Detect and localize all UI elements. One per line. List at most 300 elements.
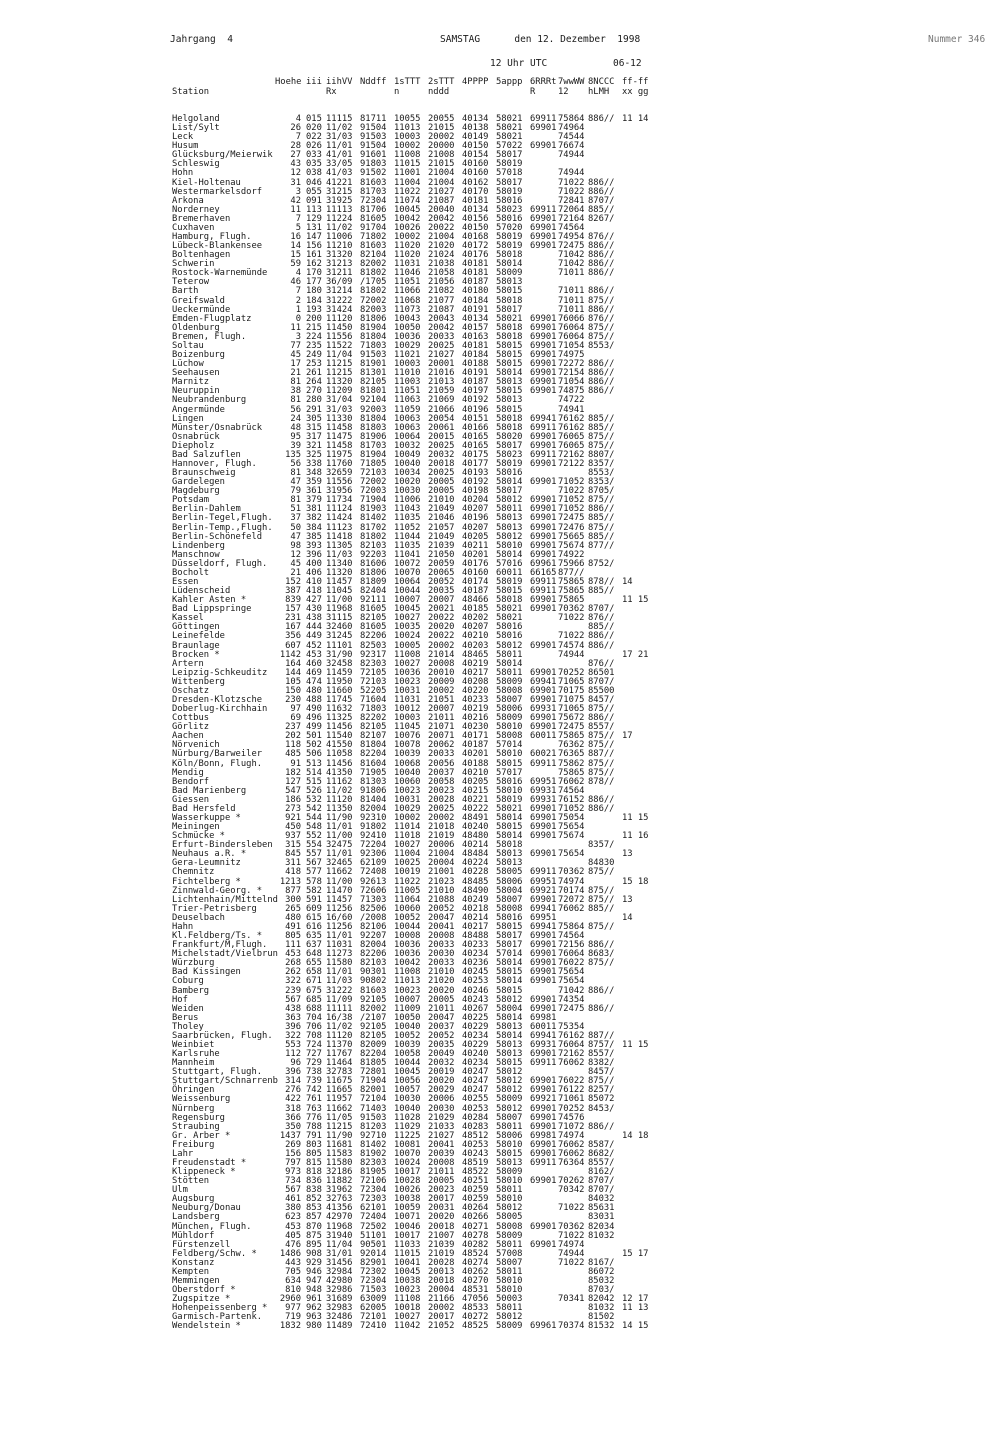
table-row-cell: 21082	[428, 286, 455, 297]
table-row-cell: 58017	[496, 931, 523, 942]
table-row-cell: 20042	[428, 213, 455, 224]
table-row-cell: 84032	[588, 1194, 615, 1205]
table-row-cell: 552	[306, 831, 322, 842]
utc-time-label: 12 Uhr UTC	[490, 58, 548, 69]
table-row-cell	[622, 1023, 652, 1032]
table-row-cell: 40193	[462, 468, 489, 479]
table-row-cell: 69901	[530, 340, 557, 351]
table-row-cell: 31/03	[326, 404, 353, 415]
table-row-cell: 10003	[394, 359, 421, 370]
table-row-cell: 58018	[496, 295, 523, 306]
table-row-cell: 876//	[588, 232, 615, 243]
table-row-cell	[622, 151, 652, 160]
table-row-cell: Gera-Leumnitz	[172, 858, 241, 869]
table-row-cell: 11003	[394, 377, 421, 388]
table-row-cell: 805	[306, 1148, 322, 1159]
table-row-cell: 11458	[326, 440, 353, 451]
table-row-cell: 69911	[530, 758, 557, 769]
table-row-cell: 11256	[326, 921, 353, 932]
table-row-cell: 69931	[530, 794, 557, 805]
table-row-cell: 10068	[394, 758, 421, 769]
table-row-cell: 40160	[462, 567, 489, 578]
table-row-cell: 480	[306, 685, 322, 696]
table-row-cell: 21077	[428, 295, 455, 306]
table-row-cell: 20052	[428, 1030, 455, 1041]
table-row-cell: 10012	[394, 704, 421, 715]
table-row-cell: Wasserkuppe *	[172, 813, 241, 824]
table-row-cell	[622, 614, 652, 623]
table-row-cell: 82003	[360, 304, 387, 315]
table-row-cell: 69931	[530, 1039, 557, 1050]
table-row-cell: 734	[285, 1176, 301, 1187]
table-row-cell: 322	[285, 976, 301, 987]
table-row-cell	[622, 687, 652, 696]
table-row-cell: 71802	[360, 232, 387, 243]
table-row-cell: 11522	[326, 340, 353, 351]
table-row-cell: 40219	[462, 658, 489, 669]
table-header-row-cell: n	[394, 87, 400, 97]
table-row-cell: Saarbrücken, Flugh.	[172, 1030, 273, 1041]
table-row-cell: 31689	[326, 1294, 353, 1305]
table-row-cell: 21051	[428, 695, 455, 705]
table-row-cell: 875//	[588, 867, 615, 878]
table-row-cell: 10059	[394, 1203, 421, 1214]
table-row-cell: 58012	[496, 531, 523, 542]
table-row-cell	[558, 1268, 588, 1277]
table-row-cell: 10003	[394, 713, 421, 724]
table-row-cell: 58019	[496, 241, 523, 252]
table-row-cell: 58015	[496, 286, 523, 297]
table-row-cell: 82204	[360, 1049, 387, 1060]
table-row-cell	[530, 287, 558, 296]
table-row-cell: 40253	[462, 1139, 489, 1150]
table-row-cell: 58009	[496, 713, 523, 724]
table-row-cell: Augsburg	[172, 1194, 215, 1205]
table-row-cell: 20030	[428, 949, 455, 960]
table-row-cell: 40181	[462, 259, 489, 270]
table-row-cell: Lahr	[172, 1148, 194, 1159]
table-row-cell: 31/04	[326, 395, 353, 406]
table-row-cell: 58012	[496, 1103, 523, 1114]
table-row-cell: 91503	[360, 132, 387, 143]
table-row-cell: 92613	[360, 876, 387, 887]
table-row-cell: 50	[290, 522, 301, 533]
table-row-cell: 453	[285, 1221, 301, 1232]
table-row-cell: 875//	[588, 894, 615, 905]
table-row-cell	[622, 750, 652, 759]
table-row-cell	[622, 1232, 652, 1241]
table-row-cell: 1486	[279, 1248, 301, 1259]
table-row-cell: 21052	[428, 1321, 455, 1332]
table-row-cell: 75865	[558, 595, 585, 606]
table-row-cell	[622, 1059, 652, 1068]
table-row-cell: 58020	[496, 431, 523, 442]
table-row-cell	[622, 242, 652, 251]
table-row-cell: 11457	[326, 894, 353, 905]
table-row-cell: 20018	[428, 1276, 455, 1286]
table-row-cell: 81402	[360, 513, 387, 524]
table-row-cell: Oldenburg	[172, 322, 220, 333]
table-row-cell: 810	[285, 1285, 301, 1296]
table-row-cell: 11/01	[326, 967, 353, 978]
table-row-cell: 11 15	[622, 1039, 649, 1050]
table-header-row-cell	[360, 88, 394, 98]
table-row-cell: 11 15	[622, 813, 649, 824]
table-row-cell: 58016	[496, 631, 523, 642]
table-header-row-cell: hLMH	[588, 87, 610, 97]
table-row-cell: 71805	[360, 458, 387, 469]
table-row-cell: 69901	[530, 431, 557, 442]
table-row-cell: 56	[290, 458, 301, 469]
table-row-cell: 21038	[428, 259, 455, 270]
table-row-cell: 10038	[394, 1194, 421, 1205]
table-row-cell: 10018	[394, 1303, 421, 1314]
table-row-cell: 21039	[428, 1239, 455, 1250]
table-row-cell: 82001	[360, 1085, 387, 1096]
table-row-cell: 21016	[428, 368, 455, 379]
table-row-cell: Bamberg	[172, 985, 210, 996]
table-row-cell: 11001	[394, 168, 421, 179]
table-row-cell: Cuxhaven	[172, 222, 215, 233]
table-row-cell: 71052	[558, 803, 585, 814]
table-row-cell: Braunschweig	[172, 468, 236, 479]
table-row-cell: 40283	[462, 1121, 489, 1132]
table-row-cell	[530, 1286, 558, 1295]
table-row-cell: 74875	[558, 386, 585, 397]
table-row-cell: 8752/	[588, 558, 615, 569]
table-row-cell: 69901	[530, 213, 557, 224]
table-row-cell: Fichtelberg *	[172, 876, 241, 887]
table-row-cell: 10041	[394, 1257, 421, 1268]
table-row-cell: 129	[306, 213, 322, 224]
table-row-cell: 20035	[428, 586, 455, 597]
table-row-cell: 21058	[428, 268, 455, 279]
table-row-cell: 11458	[326, 422, 353, 433]
table-row-cell: 40272	[462, 1312, 489, 1323]
table-row-cell: 92207	[360, 931, 387, 942]
table-row-cell: 11101	[326, 640, 353, 651]
table-row-cell: 75966	[558, 558, 585, 569]
table-row-cell: 40264	[462, 1203, 489, 1214]
table-row-cell: 76364	[558, 1157, 585, 1168]
table-row-cell: 71054	[558, 340, 585, 351]
table-row-cell: 8457/	[588, 1067, 615, 1078]
table-row-cell: Arkona	[172, 195, 204, 206]
table-row-cell: 40177	[462, 458, 489, 469]
table-row-cell: 14	[622, 912, 633, 923]
table-row-cell: 10024	[394, 1157, 421, 1168]
table-row-cell: 921	[285, 813, 301, 824]
table-row-cell	[622, 387, 652, 396]
table-row-cell: 839	[285, 595, 301, 606]
table-row-cell: Lüchow	[172, 359, 204, 370]
table-row-cell: 11968	[326, 1221, 353, 1232]
table-row-cell: 8587/	[588, 1139, 615, 1150]
table-row-cell: 742	[306, 1085, 322, 1096]
table-row-cell: 20039	[428, 1148, 455, 1159]
table-row-cell: 13	[622, 894, 633, 905]
table-row-cell: 186	[285, 794, 301, 805]
table-row-cell	[622, 442, 652, 451]
table-row-cell: 8257/	[588, 1085, 615, 1096]
table-row-cell: Hahn	[172, 921, 194, 932]
table-row-cell: 875	[306, 1230, 322, 1241]
table-row-cell: 69901	[530, 504, 557, 515]
table-row-cell: 20018	[428, 458, 455, 469]
table-row-cell: 11010	[394, 368, 421, 379]
table-row-cell	[622, 1005, 652, 1014]
table-row-cell: Lingen	[172, 413, 204, 424]
table-row-cell: 11450	[326, 322, 353, 333]
table-row-cell: 69901	[530, 386, 557, 397]
table-row-cell: 20049	[428, 1049, 455, 1060]
table-row-cell: 11760	[326, 458, 353, 469]
table-row-cell: 886//	[588, 241, 615, 252]
table-row-cell: 11004	[394, 177, 421, 188]
table-row-cell: 886//	[588, 259, 615, 270]
table-row-cell: Stötten	[172, 1176, 210, 1187]
table-row-cell: 20035	[428, 1039, 455, 1050]
table-row-cell: 41221	[326, 177, 353, 188]
table-row-cell: 40150	[462, 141, 489, 152]
table-row-cell: 21	[290, 368, 301, 379]
table-row-cell: 21020	[428, 241, 455, 252]
table-header-row-cell: Nddff	[360, 77, 387, 87]
table-row-cell: 48488	[462, 931, 489, 942]
table-row-cell: 81802	[360, 531, 387, 542]
table-row-cell	[622, 451, 652, 460]
table-row-cell: 77	[290, 340, 301, 351]
table-row-cell: 58021	[496, 132, 523, 143]
table-row-cell: 10023	[394, 785, 421, 796]
table-row-cell: List/Sylt	[172, 123, 220, 134]
table-row-cell: 69901	[530, 141, 557, 152]
table-row-cell: 127	[285, 776, 301, 787]
table-row-cell: 8457/	[588, 695, 615, 705]
table-row-cell: 20015	[428, 431, 455, 442]
table-row-cell: 40170	[462, 186, 489, 197]
table-row-cell: 21008	[428, 150, 455, 161]
table-row-cell	[588, 151, 622, 160]
table-row-cell: 161	[306, 250, 322, 261]
table-row-cell: 40259	[462, 1185, 489, 1196]
table-row-cell: 962	[306, 1303, 322, 1314]
table-row-cell: 72304	[360, 1185, 387, 1196]
table-row-cell: 48512	[462, 1130, 489, 1141]
table-row-cell: 315	[306, 422, 322, 433]
table-row-cell: 76022	[558, 958, 585, 969]
table-row-cell	[622, 315, 652, 324]
table-row-cell: 20058	[428, 776, 455, 787]
table-row-cell: 48525	[462, 1321, 489, 1332]
table-row-cell: 21071	[428, 722, 455, 733]
table-row-cell: 40255	[462, 1094, 489, 1105]
table-row-cell: 76365	[558, 749, 585, 760]
table-row-cell: 548	[306, 822, 322, 833]
table-row-cell: 886//	[588, 985, 615, 996]
table-row-cell: 11660	[326, 685, 353, 696]
table-row-cell: 58012	[496, 994, 523, 1005]
table-header-row-cell: 6RRRt	[530, 77, 557, 87]
table-row-cell: 305	[306, 413, 322, 424]
table-row-cell: 724	[306, 1039, 322, 1050]
table-row-cell: 40233	[462, 695, 489, 705]
table-row-cell: 86072	[588, 1266, 615, 1277]
table-row-cell: 797	[285, 1157, 301, 1168]
table-row-cell: 11/04	[326, 1239, 353, 1250]
table-row-cell: 8162/	[588, 1167, 615, 1178]
table-row-cell: 82901	[360, 1257, 387, 1268]
table-row-cell: 886//	[588, 803, 615, 814]
table-row-cell: 72156	[558, 940, 585, 951]
table-row-cell: Landsberg	[172, 1212, 220, 1223]
table-row-cell: 11 13	[622, 1303, 649, 1314]
table-header-row-cell: Hoehe	[275, 77, 302, 87]
table-row-cell: 72002	[360, 477, 387, 488]
table-row-cell: 908	[306, 1248, 322, 1259]
table-row-cell: 20021	[428, 604, 455, 615]
table-row-cell: 58006	[496, 876, 523, 887]
table-row-cell: 58014	[496, 549, 523, 560]
table-row-cell: 40192	[462, 395, 489, 406]
table-row-cell: 11051	[394, 386, 421, 397]
table-row-cell	[530, 297, 558, 306]
table-row-cell: 10070	[394, 1148, 421, 1159]
table-row-cell: 72410	[360, 1321, 387, 1332]
table-row-cell	[622, 278, 652, 287]
table-row-cell: 10055	[394, 114, 421, 124]
table-row-cell: 82202	[360, 713, 387, 724]
table-row-cell: 48531	[462, 1285, 489, 1296]
table-row-cell: 20033	[428, 331, 455, 342]
table-row-cell: 553	[285, 1039, 301, 1050]
table-row-cell: 58007	[496, 695, 523, 705]
table-row-cell: Ulm	[172, 1185, 188, 1196]
table-row-cell: 71604	[360, 695, 387, 705]
table-row-cell: 40219	[462, 704, 489, 715]
table-row-cell: 10005	[394, 640, 421, 651]
table-row-cell: 3	[295, 331, 301, 342]
table-row-cell: 74944	[558, 168, 585, 179]
table-row-cell: 11008	[394, 150, 421, 161]
table-row-cell	[622, 133, 652, 142]
table-row-cell: 69901	[530, 350, 557, 361]
table-row-cell: 20006	[428, 1094, 455, 1105]
table-row-cell: 40166	[462, 422, 489, 433]
table-row-cell: 11662	[326, 1103, 353, 1114]
table-row-cell: 422	[285, 1094, 301, 1105]
table-row-cell: 273	[285, 803, 301, 814]
table-row-cell: 58023	[496, 449, 523, 460]
table-row-cell: Oberstdorf *	[172, 1285, 236, 1296]
table-row-cell: 72164	[558, 213, 585, 224]
table-row-cell: 90501	[360, 1239, 387, 1250]
table-row-cell: 10028	[394, 1176, 421, 1187]
table-row-cell: 393	[306, 540, 322, 551]
table-row-cell: 58011	[496, 667, 523, 678]
table-row-cell: 58014	[496, 259, 523, 270]
table-row-cell: 58015	[496, 350, 523, 361]
table-row-cell: 10050	[394, 1012, 421, 1023]
table-row-cell: 75654	[558, 822, 585, 833]
table-row-cell: 11968	[326, 604, 353, 615]
table-row-cell: 10024	[394, 631, 421, 642]
table-row-cell: 58010	[496, 1285, 523, 1296]
table-row-cell	[622, 1159, 652, 1168]
table-row-cell: 40230	[462, 722, 489, 733]
table-row-cell: 69901	[530, 1139, 557, 1150]
table-row-cell: 51101	[360, 1230, 387, 1241]
table-row-cell: 885//	[588, 513, 615, 524]
table-row-cell: 193	[306, 304, 322, 315]
table-row-cell: 58016	[496, 622, 523, 633]
table-row-cell: 20013	[428, 1266, 455, 1277]
table-row-cell: 11/90	[326, 1130, 353, 1141]
table-row-cell: 14 15	[622, 1321, 649, 1332]
table-row-cell: 11882	[326, 1176, 353, 1187]
table-row-cell: 40278	[462, 1230, 489, 1241]
table-row-cell: 69901	[530, 695, 557, 705]
table-row-cell: 1	[295, 304, 301, 315]
table-row-cell: 40217	[462, 921, 489, 932]
table-row-cell: 40249	[462, 894, 489, 905]
table-row-cell: 20025	[428, 440, 455, 451]
table-row-cell: 499	[306, 722, 322, 733]
table-row-cell	[530, 1295, 558, 1304]
table-row-cell: 40215	[462, 785, 489, 796]
table-row-cell: Potsdam	[172, 495, 210, 506]
table-row-cell: 325	[306, 449, 322, 460]
table-row-cell: 875//	[588, 885, 615, 896]
table-row-cell: 10019	[394, 867, 421, 878]
table-row-cell: 16/38	[326, 1012, 353, 1023]
table-row-cell: 2	[295, 295, 301, 306]
table-row-cell: Zugspitze *	[172, 1294, 231, 1305]
table-row-cell: 58015	[496, 386, 523, 397]
table-row-cell: 69901	[530, 831, 557, 842]
table-row-cell: 26	[290, 123, 301, 134]
table-row-cell: 75865	[558, 767, 585, 778]
table-row-cell: 69901	[530, 1049, 557, 1060]
table-row-cell: 704	[306, 1012, 322, 1023]
table-row-cell: 887//	[588, 749, 615, 760]
table-row-cell: 418	[306, 586, 322, 597]
table-row-cell: 71042	[558, 250, 585, 261]
table-row-cell: Deuselbach	[172, 912, 225, 923]
table-row-cell: 10063	[394, 413, 421, 424]
table-row-cell: 57014	[496, 949, 523, 960]
table-row-cell: 4	[295, 268, 301, 279]
table-row-cell: 31222	[326, 295, 353, 306]
table-row-cell: 5	[295, 222, 301, 233]
table-row-cell: 58019	[496, 186, 523, 197]
table-row-cell: 11018	[394, 831, 421, 842]
table-row-cell: 69911	[530, 867, 557, 878]
table-row-cell: 72106	[360, 1176, 387, 1187]
table-row-cell: 72801	[360, 1067, 387, 1078]
table-row-cell: 20005	[428, 477, 455, 488]
table-row-cell: 11014	[394, 822, 421, 833]
table-row-cell: 815	[306, 1157, 322, 1168]
table-row-cell: Meiningen	[172, 822, 220, 833]
table-row-cell: 69901	[530, 232, 557, 243]
table-row-cell: 66165	[530, 567, 557, 578]
table-row-cell: 40160	[462, 159, 489, 170]
table-row-cell	[622, 206, 652, 215]
table-row-cell: 32186	[326, 1167, 353, 1178]
table-row-cell: 10036	[394, 667, 421, 678]
table-row-cell: 76162	[558, 413, 585, 424]
